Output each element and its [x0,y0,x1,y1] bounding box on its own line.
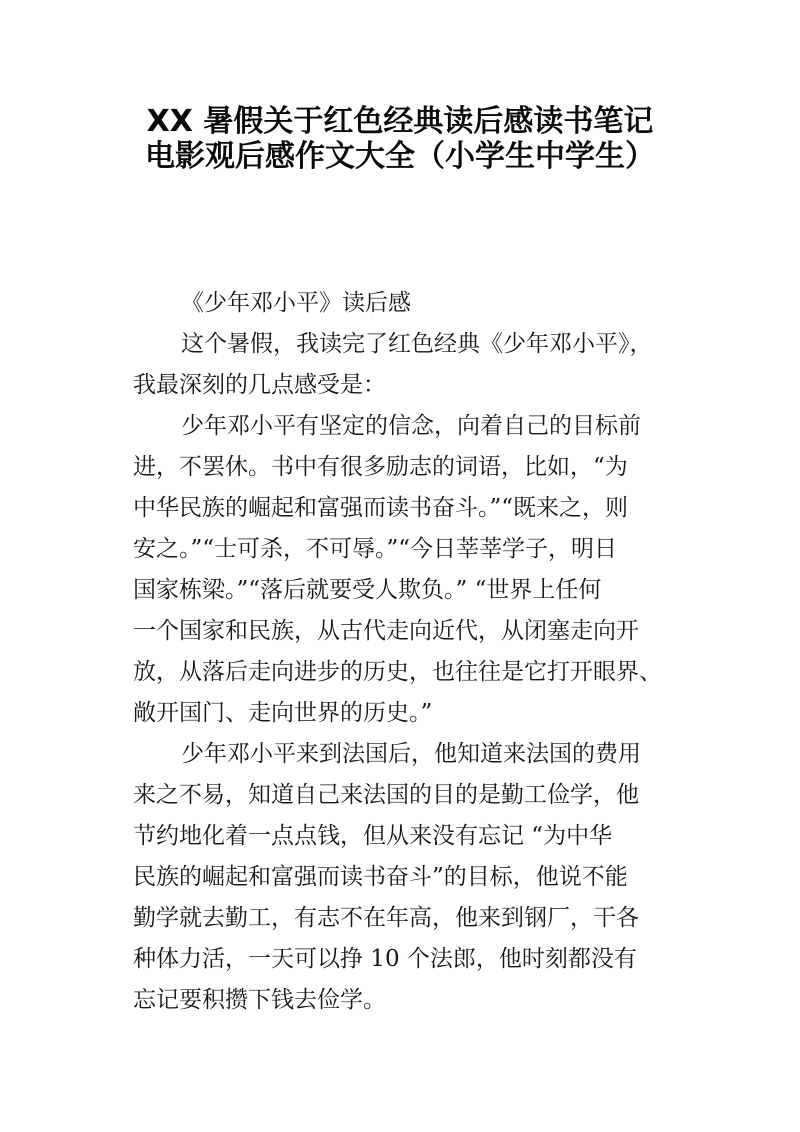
title-line-1: XX 暑假关于红色经典读后感读书笔记 [146,104,654,139]
paragraph-line: 中华民族的崛起和富强而读书奋斗。”“既来之，则 [133,495,629,521]
paragraph-line: 节约地化着一点点钱，但从来没有忘记 “为中华 [133,823,613,849]
paragraph-line: 一个国家和民族，从古代走向近代，从闭塞走向开 [133,618,639,644]
paragraph-line: 种体力活，一天可以挣 10 个法郎，他时刻都没有 [133,946,637,972]
paragraph-2 [133,406,678,734]
paragraph-line: 少年邓小平来到法国后，他知道来法国的费用 [181,741,641,767]
paragraph-line: 安之。”“士可杀，不可辱。”“今日莘莘学子，明日 [133,536,618,562]
paragraph-line: 这个暑假，我读完了红色经典《少年邓小平》， [181,331,653,357]
paragraph-1 [133,324,678,406]
paragraph-line: 民族的崛起和富强而读书奋斗”的目标，他说不能 [133,864,628,890]
document-body [133,283,678,1021]
section-heading: 《少年邓小平》读后感 [181,290,411,316]
paragraph-3 [133,734,678,1021]
title-line-2: 电影观后感作文大全（小学生中学生） [145,139,655,174]
paragraph-line: 勤学就去勤工，有志不在年高，他来到钢厂，干各 [133,905,639,931]
paragraph-line: 进，不罢休。书中有很多励志的词语，比如，“为 [133,454,628,480]
paragraph-line: 国家栋梁。”“落后就要受人欺负。” “世界上任何 [133,577,602,603]
paragraph-line: 少年邓小平有坚定的信念，向着自己的目标前 [181,413,641,439]
paragraph-line: 忘记要积攒下钱去俭学。 [133,987,386,1013]
paragraph-line: 放，从落后走向进步的历史，也往往是它打开眼界、 [133,659,662,685]
paragraph-line: 来之不易，知道自己来法国的目的是勤工俭学，他 [133,782,639,808]
document-title [0,104,800,174]
paragraph-line: 我最深刻的几点感受是： [133,372,386,398]
paragraph-line: 敞开国门、走向世界的历史。” [133,700,433,726]
